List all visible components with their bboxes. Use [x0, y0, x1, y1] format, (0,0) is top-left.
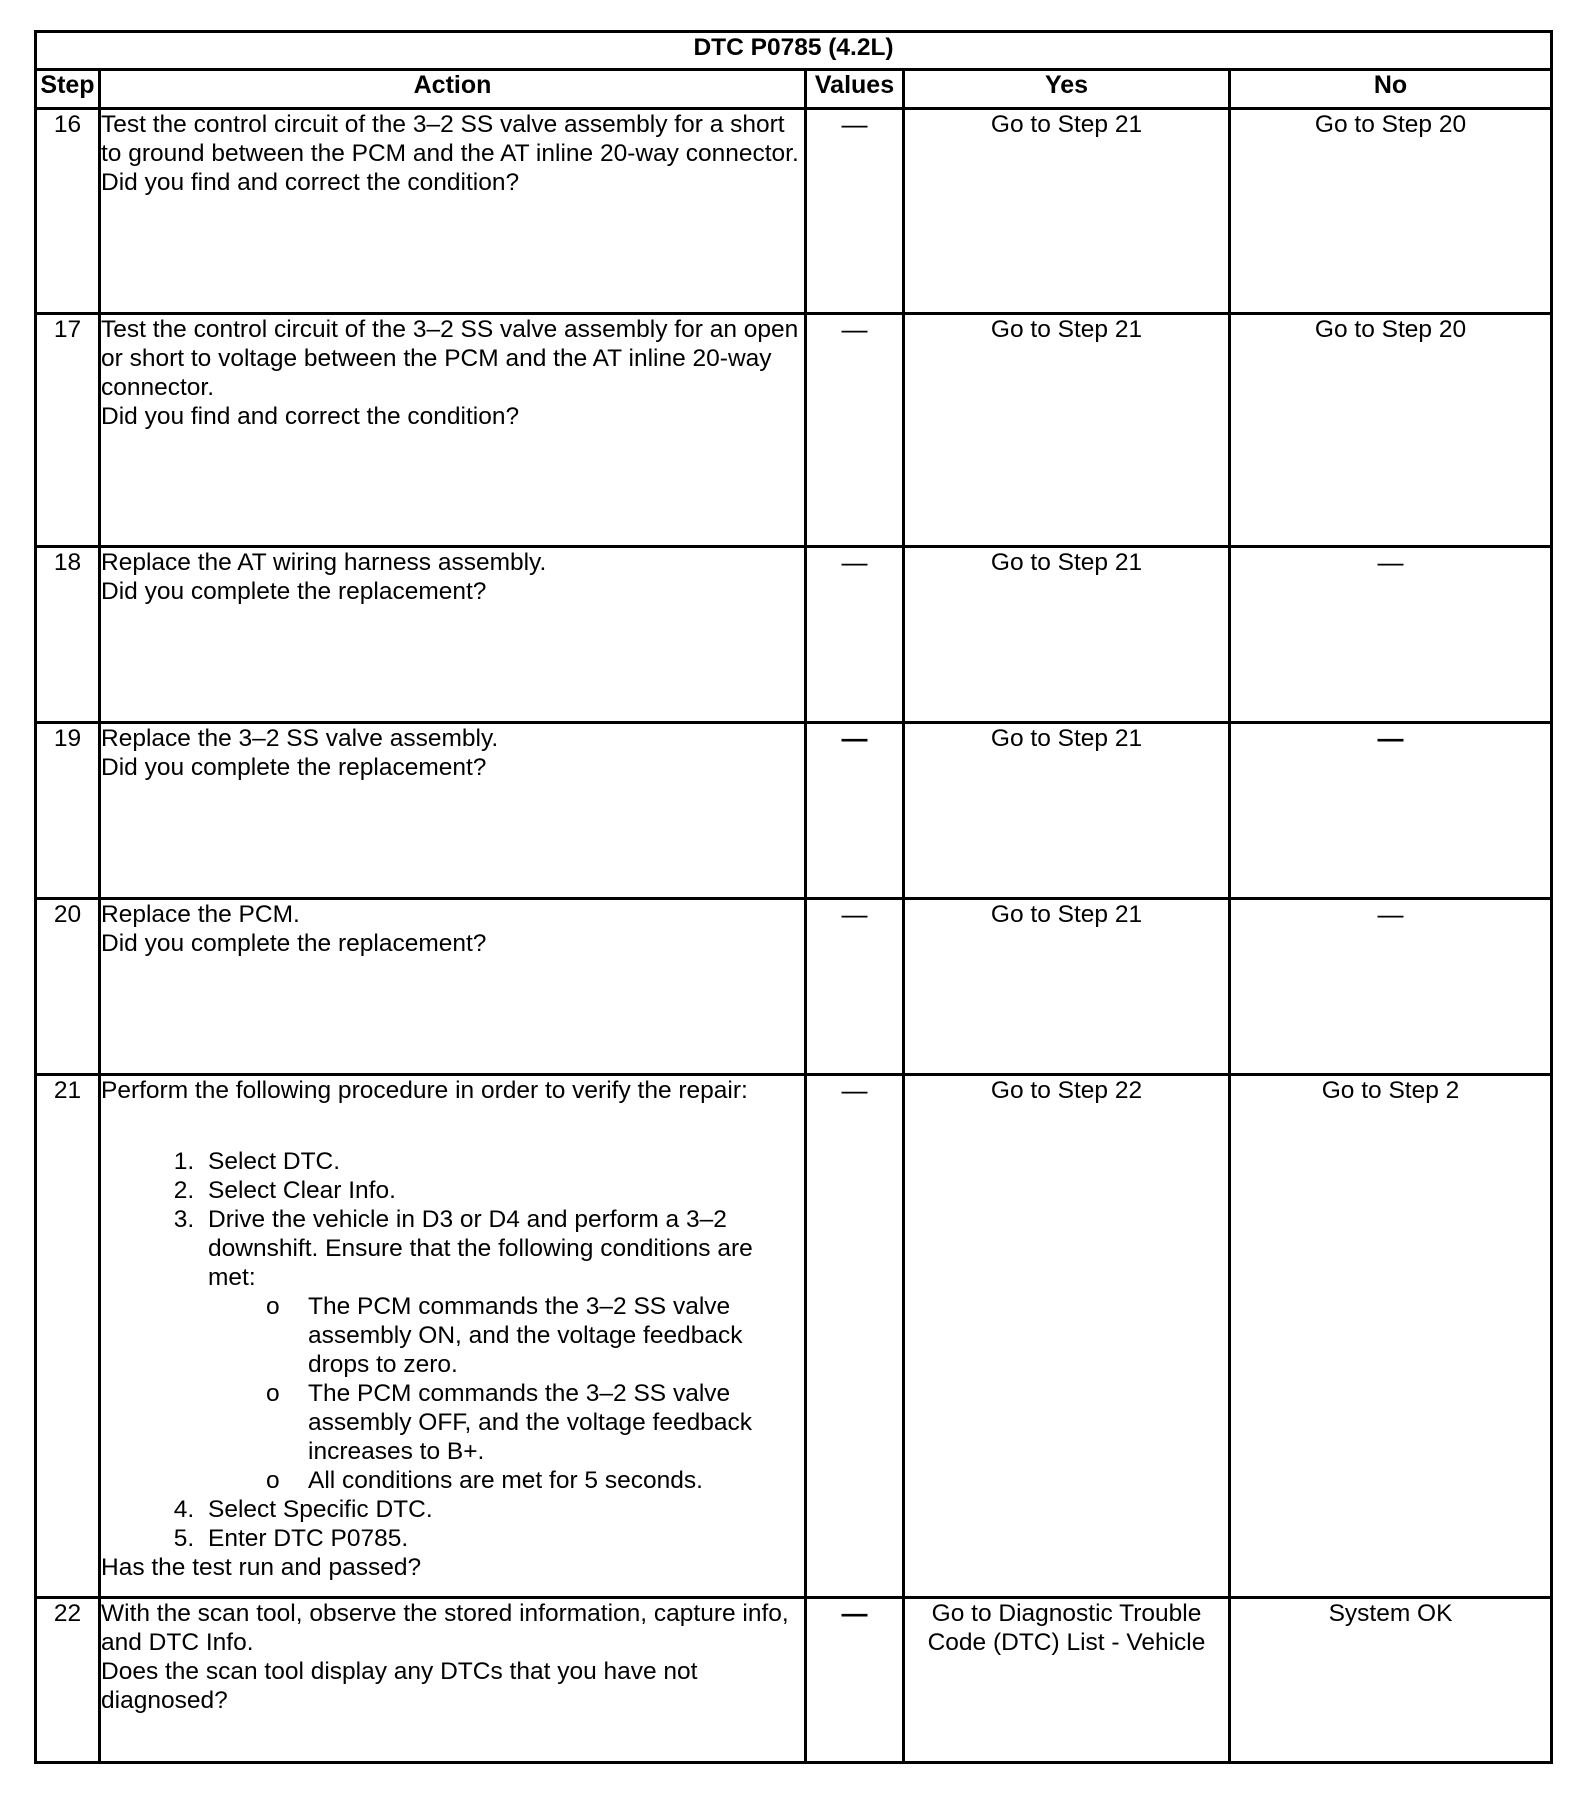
action-cell — [100, 899, 806, 1075]
action-question: Has the test run and passed? — [101, 1554, 422, 1581]
table-row — [36, 547, 1552, 723]
step-number: 22 — [36, 1598, 100, 1763]
values-cell: — — [806, 1075, 904, 1598]
table-row — [36, 899, 1552, 1075]
no-cell: — — [1230, 547, 1552, 723]
procedure-step: 4. Select Specific DTC. — [201, 1495, 804, 1524]
yes-cell: Go to Step 21 — [904, 109, 1230, 314]
procedure-step: 2. Select Clear Info. — [201, 1176, 804, 1205]
yes-cell: Go to Step 21 — [904, 547, 1230, 723]
table-row — [36, 723, 1552, 899]
no-cell: — — [1230, 899, 1552, 1075]
procedure-step: 1. Select DTC. — [201, 1147, 804, 1176]
yes-cell: Go to Step 21 — [904, 899, 1230, 1075]
action-instruction: Test the control circuit of the 3–2 SS valve assembly for a short to ground between the PCM and the AT inline 20-way connector. — [101, 111, 799, 167]
no-cell: Go to Step 20 — [1230, 314, 1552, 547]
action-instruction: Replace the AT wiring harness assembly. — [101, 549, 547, 576]
no-cell: Go to Step 20 — [1230, 109, 1552, 314]
yes-cell: Go to Diagnostic Trouble Code (DTC) List - Vehicle — [904, 1598, 1230, 1763]
action-instruction: Replace the 3–2 SS valve assembly. — [101, 725, 499, 752]
yes-cell: Go to Step 21 — [904, 314, 1230, 547]
action-question: Did you complete the replacement? — [101, 930, 487, 957]
header-step: Step — [36, 70, 100, 109]
dtc-table — [34, 30, 1553, 1764]
table-row — [36, 314, 1552, 547]
condition-item: o All conditions are met for 5 seconds. — [308, 1466, 804, 1495]
table-row — [36, 1598, 1552, 1763]
action-question: Does the scan tool display any DTCs that you have not diagnosed? — [101, 1658, 698, 1714]
values-cell: — — [806, 109, 904, 314]
values-cell: — — [806, 314, 904, 547]
action-cell — [100, 314, 806, 547]
values-cell: — — [806, 547, 904, 723]
procedure-step: 5. Enter DTC P0785. — [201, 1524, 804, 1553]
table-row — [36, 109, 1552, 314]
condition-item: o The PCM commands the 3–2 SS valve assembly OFF, and the voltage feedback increases to B+. — [308, 1379, 804, 1466]
step-number: 19 — [36, 723, 100, 899]
action-instruction: Test the control circuit of the 3–2 SS valve assembly for an open or short to voltage between the PCM and the AT inline 20-way connector. — [101, 316, 799, 401]
step-number: 17 — [36, 314, 100, 547]
header-values: Values — [806, 70, 904, 109]
procedure-list — [101, 1147, 804, 1553]
values-cell: — — [806, 1598, 904, 1763]
action-cell — [100, 547, 806, 723]
yes-cell: Go to Step 22 — [904, 1075, 1230, 1598]
step-number: 21 — [36, 1075, 100, 1598]
action-cell — [100, 109, 806, 314]
yes-cell: Go to Step 21 — [904, 723, 1230, 899]
step-number: 18 — [36, 547, 100, 723]
header-yes: Yes — [904, 70, 1230, 109]
action-question: Did you complete the replacement? — [101, 754, 487, 781]
procedure-block — [101, 1076, 804, 1553]
values-cell: — — [806, 723, 904, 899]
step-number: 20 — [36, 899, 100, 1075]
table-row — [36, 1075, 1552, 1598]
header-row — [36, 70, 1552, 109]
action-question: Did you find and correct the condition? — [101, 403, 520, 430]
procedure-step-text: Drive the vehicle in D3 or D4 and perform a 3–2 downshift. Ensure that the following conditions are met: — [208, 1206, 753, 1291]
no-cell: — — [1230, 723, 1552, 899]
title-row — [36, 32, 1552, 70]
condition-item: o The PCM commands the 3–2 SS valve assembly ON, and the voltage feedback drops to zero. — [308, 1292, 804, 1379]
no-cell: Go to Step 2 — [1230, 1075, 1552, 1598]
procedure-step — [201, 1205, 804, 1495]
step-number: 16 — [36, 109, 100, 314]
action-instruction: Perform the following procedure in order to verify the repair: — [101, 1077, 748, 1104]
action-instruction: Replace the PCM. — [101, 901, 300, 928]
action-question: Did you complete the replacement? — [101, 578, 487, 605]
values-cell: — — [806, 899, 904, 1075]
table-title: DTC P0785 (4.2L) — [36, 32, 1552, 70]
header-no: No — [1230, 70, 1552, 109]
action-instruction: With the scan tool, observe the stored information, capture info, and DTC Info. — [101, 1600, 789, 1656]
action-cell — [100, 1598, 806, 1763]
no-cell: System OK — [1230, 1598, 1552, 1763]
action-cell — [100, 723, 806, 899]
action-cell — [100, 1075, 806, 1598]
action-question: Did you find and correct the condition? — [101, 169, 520, 196]
conditions-list — [208, 1292, 804, 1495]
header-action: Action — [100, 70, 806, 109]
